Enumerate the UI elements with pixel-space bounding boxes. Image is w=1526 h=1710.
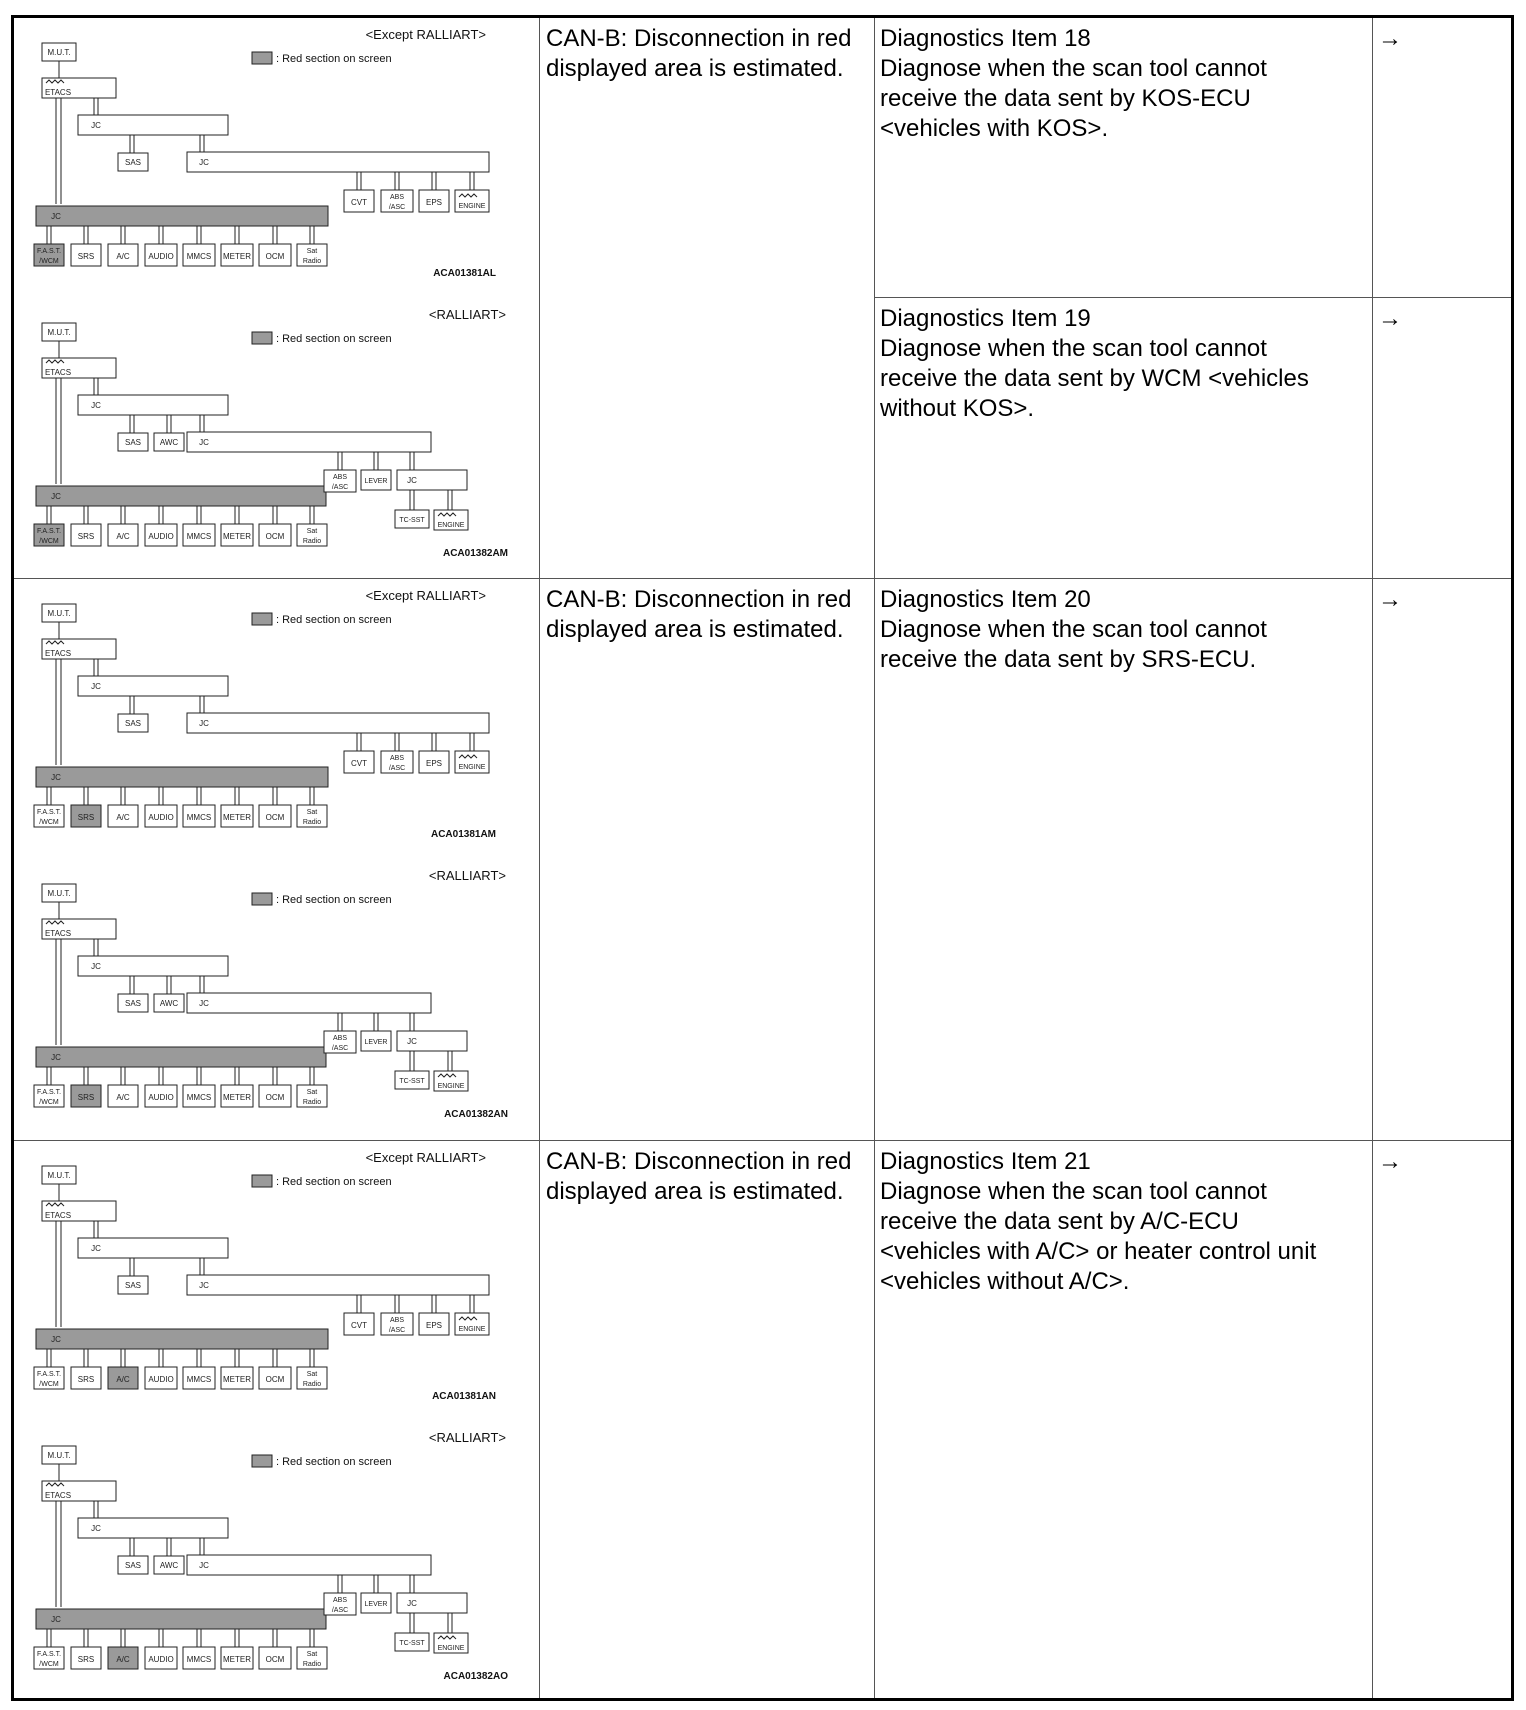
mut-label: M.U.T.: [47, 328, 71, 337]
diagnostics-item-title: Diagnostics Item 20: [880, 586, 1091, 613]
module-label: LEVER: [364, 478, 388, 485]
module-label: F.A.S.T.: [36, 809, 62, 816]
jc2-label: JC: [199, 1281, 209, 1290]
module-label: SRS: [77, 252, 95, 261]
jc2-label: JC: [199, 438, 209, 447]
module-label: ENGINE: [437, 522, 465, 529]
legend-swatch: [252, 1175, 272, 1187]
jc3-label: JC: [407, 1599, 417, 1608]
module-label: F.A.S.T.: [36, 528, 62, 535]
module-label: TC-SST: [399, 1078, 425, 1085]
module-label: /WCM: [39, 1381, 59, 1388]
module-label: A/C: [116, 532, 130, 541]
network-diagram-row3-b: [14, 1421, 539, 1701]
module-label: SRS: [77, 1655, 95, 1664]
module-label: SRS: [77, 1093, 95, 1102]
legend-label: : Red section on screen: [276, 894, 392, 906]
jc3-label: JC: [407, 476, 417, 485]
module-label: A/C: [116, 252, 130, 261]
module-label: MMCS: [186, 252, 212, 261]
jc2-box: [187, 1555, 431, 1575]
module-label: CVT: [351, 198, 367, 207]
legend-swatch: [252, 893, 272, 905]
row-divider: [874, 297, 1511, 298]
module-label: EPS: [425, 759, 443, 768]
diagnostics-item-description: Diagnose when the scan tool cannot receive the data sent by KOS-ECU <vehicles with KOS>.: [880, 55, 1267, 142]
sas-label: SAS: [124, 1281, 142, 1290]
module-label: OCM: [265, 813, 285, 822]
sas-label: SAS: [124, 999, 142, 1008]
main-jc-label: JC: [51, 1615, 61, 1624]
jc-label: JC: [91, 962, 101, 971]
main-jc-bus: [36, 767, 328, 787]
module-label: AUDIO: [148, 1375, 174, 1384]
jc2-label: JC: [199, 1561, 209, 1570]
module-label: /WCM: [39, 1099, 59, 1106]
main-jc-bus: [36, 1329, 328, 1349]
diagram-code: ACA01382AN: [444, 1109, 508, 1120]
diagram-variant-label: <Except RALLIART>: [365, 588, 486, 603]
network-diagram-row3-a: [14, 1141, 539, 1421]
module-label: LEVER: [364, 1039, 388, 1046]
diagram-code: ACA01382AM: [442, 548, 508, 559]
module-label: Sat: [306, 248, 318, 255]
module-label: METER: [223, 1655, 251, 1664]
mut-label: M.U.T.: [47, 1451, 71, 1460]
module-label: /ASC: [388, 1327, 406, 1334]
module-label: Sat: [306, 528, 318, 535]
module-label: AUDIO: [148, 532, 174, 541]
etacs-label: ETACS: [44, 88, 72, 97]
module-label: OCM: [265, 1093, 285, 1102]
network-diagram-row1-a: [14, 18, 539, 298]
module-label: /ASC: [331, 1607, 349, 1614]
column-divider: [539, 18, 540, 1698]
legend-label: : Red section on screen: [276, 333, 392, 345]
module-label: METER: [223, 1375, 251, 1384]
module-label: OCM: [265, 1375, 285, 1384]
module-label: ENGINE: [437, 1645, 465, 1652]
jc3-label: JC: [407, 1037, 417, 1046]
legend-swatch: [252, 1455, 272, 1467]
diagnostics-item-description: Diagnose when the scan tool cannot receive the data sent by A/C-ECU <vehicles with A/C> or heater control unit <vehicles without A/C>.: [880, 1178, 1317, 1295]
module-label: Radio: [302, 1381, 322, 1388]
reference-arrow[interactable]: →: [1378, 305, 1402, 332]
diagram-variant-label: <Except RALLIART>: [365, 1150, 486, 1165]
module-label: F.A.S.T.: [36, 1089, 62, 1096]
module-label: ENGINE: [458, 203, 486, 210]
module-label: SRS: [77, 1375, 95, 1384]
jc2-box: [187, 432, 431, 452]
module-label: SRS: [77, 813, 95, 822]
module-label: ABS: [332, 1035, 348, 1042]
column-divider: [874, 18, 875, 1698]
module-label: CVT: [351, 759, 367, 768]
module-label: /WCM: [39, 538, 59, 545]
module-label: MMCS: [186, 532, 212, 541]
module-label: ENGINE: [458, 1326, 486, 1333]
etacs-label: ETACS: [44, 368, 72, 377]
jc-label: JC: [91, 121, 101, 130]
legend-label: : Red section on screen: [276, 1176, 392, 1188]
diagram-code: ACA01381AL: [433, 268, 496, 279]
main-jc-label: JC: [51, 212, 61, 221]
module-label: Radio: [302, 819, 322, 826]
module-label: /WCM: [39, 258, 59, 265]
module-label: AUDIO: [148, 252, 174, 261]
awc-label: AWC: [159, 1561, 179, 1570]
module-label: AUDIO: [148, 1655, 174, 1664]
sas-label: SAS: [124, 438, 142, 447]
etacs-label: ETACS: [44, 649, 72, 658]
module-label: OCM: [265, 252, 285, 261]
symptom-text: CAN-B: Disconnection in red displayed area is estimated.: [546, 1148, 852, 1205]
main-jc-bus: [36, 1609, 326, 1629]
diagram-variant-label: <RALLIART>: [428, 1430, 506, 1445]
module-label: F.A.S.T.: [36, 248, 62, 255]
module-label: Sat: [306, 1089, 318, 1096]
legend-swatch: [252, 52, 272, 64]
module-label: ABS: [332, 474, 348, 481]
module-label: METER: [223, 252, 251, 261]
module-label: METER: [223, 532, 251, 541]
module-label: Radio: [302, 1661, 322, 1668]
jc2-label: JC: [199, 719, 209, 728]
module-label: Sat: [306, 1651, 318, 1658]
module-label: Sat: [306, 809, 318, 816]
module-label: METER: [223, 1093, 251, 1102]
module-label: ABS: [389, 1317, 405, 1324]
symptom-text: CAN-B: Disconnection in red displayed area is estimated.: [546, 586, 852, 643]
module-label: Radio: [302, 258, 322, 265]
diagram-variant-label: <Except RALLIART>: [365, 27, 486, 42]
diagram-code: ACA01381AM: [430, 829, 496, 840]
legend-label: : Red section on screen: [276, 614, 392, 626]
diagnostics-item-description: Diagnose when the scan tool cannot receive the data sent by SRS-ECU.: [880, 616, 1267, 673]
module-label: MMCS: [186, 1093, 212, 1102]
network-diagram-row2-a: [14, 579, 539, 859]
reference-arrow[interactable]: →: [1378, 25, 1402, 52]
etacs-label: ETACS: [44, 929, 72, 938]
reference-arrow[interactable]: →: [1378, 1148, 1402, 1175]
jc2-box: [187, 152, 489, 172]
module-label: A/C: [116, 1655, 130, 1664]
etacs-label: ETACS: [44, 1211, 72, 1220]
main-jc-label: JC: [51, 1335, 61, 1344]
module-label: /ASC: [388, 204, 406, 211]
module-label: ENGINE: [437, 1083, 465, 1090]
legend-label: : Red section on screen: [276, 53, 392, 65]
module-label: TC-SST: [399, 517, 425, 524]
module-label: /ASC: [331, 1045, 349, 1052]
module-label: LEVER: [364, 1601, 388, 1608]
module-label: MMCS: [186, 813, 212, 822]
mut-label: M.U.T.: [47, 1171, 71, 1180]
diagnostics-item-title: Diagnostics Item 18: [880, 25, 1091, 52]
module-label: A/C: [116, 813, 130, 822]
diagnostics-item-description: Diagnose when the scan tool cannot receive the data sent by WCM <vehicles without KOS>.: [880, 335, 1309, 422]
column-divider: [1372, 18, 1373, 1698]
jc2-box: [187, 993, 431, 1013]
module-label: Sat: [306, 1371, 318, 1378]
main-jc-label: JC: [51, 1053, 61, 1062]
diagnostics-item-title: Diagnostics Item 19: [880, 305, 1091, 332]
awc-label: AWC: [159, 999, 179, 1008]
module-label: Radio: [302, 538, 322, 545]
module-label: /ASC: [388, 765, 406, 772]
module-label: /WCM: [39, 1661, 59, 1668]
sas-label: SAS: [124, 1561, 142, 1570]
network-diagram-row1-b: [14, 298, 539, 578]
diagram-code: ACA01382AO: [443, 1671, 508, 1682]
legend-swatch: [252, 613, 272, 625]
diagram-code: ACA01381AN: [432, 1391, 496, 1402]
diagram-variant-label: <RALLIART>: [428, 868, 506, 883]
jc-label: JC: [91, 1524, 101, 1533]
module-label: ENGINE: [458, 764, 486, 771]
module-label: /WCM: [39, 819, 59, 826]
module-label: EPS: [425, 198, 443, 207]
reference-arrow[interactable]: →: [1378, 586, 1402, 613]
main-jc-bus: [36, 206, 328, 226]
module-label: TC-SST: [399, 1640, 425, 1647]
diagram-variant-label: <RALLIART>: [428, 307, 506, 322]
module-label: CVT: [351, 1321, 367, 1330]
awc-label: AWC: [159, 438, 179, 447]
legend-swatch: [252, 332, 272, 344]
module-label: OCM: [265, 532, 285, 541]
diagnostics-item-title: Diagnostics Item 21: [880, 1148, 1091, 1175]
jc-label: JC: [91, 682, 101, 691]
module-label: ABS: [389, 194, 405, 201]
jc-label: JC: [91, 401, 101, 410]
network-diagram-row2-b: [14, 859, 539, 1139]
jc2-box: [187, 1275, 489, 1295]
etacs-label: ETACS: [44, 1491, 72, 1500]
module-label: OCM: [265, 1655, 285, 1664]
jc2-label: JC: [199, 158, 209, 167]
module-label: F.A.S.T.: [36, 1651, 62, 1658]
module-label: ABS: [389, 755, 405, 762]
main-jc-bus: [36, 1047, 326, 1067]
module-label: A/C: [116, 1375, 130, 1384]
legend-label: : Red section on screen: [276, 1456, 392, 1468]
mut-label: M.U.T.: [47, 609, 71, 618]
module-label: METER: [223, 813, 251, 822]
module-label: ABS: [332, 1597, 348, 1604]
module-label: MMCS: [186, 1375, 212, 1384]
sas-label: SAS: [124, 719, 142, 728]
module-label: MMCS: [186, 1655, 212, 1664]
module-label: SRS: [77, 532, 95, 541]
mut-label: M.U.T.: [47, 48, 71, 57]
module-label: EPS: [425, 1321, 443, 1330]
jc2-label: JC: [199, 999, 209, 1008]
module-label: AUDIO: [148, 813, 174, 822]
main-jc-label: JC: [51, 773, 61, 782]
diagnostics-table: [11, 15, 1514, 1701]
module-label: Radio: [302, 1099, 322, 1106]
module-label: A/C: [116, 1093, 130, 1102]
mut-label: M.U.T.: [47, 889, 71, 898]
main-jc-label: JC: [51, 492, 61, 501]
jc2-box: [187, 713, 489, 733]
module-label: AUDIO: [148, 1093, 174, 1102]
jc-label: JC: [91, 1244, 101, 1253]
main-jc-bus: [36, 486, 326, 506]
module-label: F.A.S.T.: [36, 1371, 62, 1378]
symptom-text: CAN-B: Disconnection in red displayed area is estimated.: [546, 25, 852, 82]
module-label: /ASC: [331, 484, 349, 491]
sas-label: SAS: [124, 158, 142, 167]
